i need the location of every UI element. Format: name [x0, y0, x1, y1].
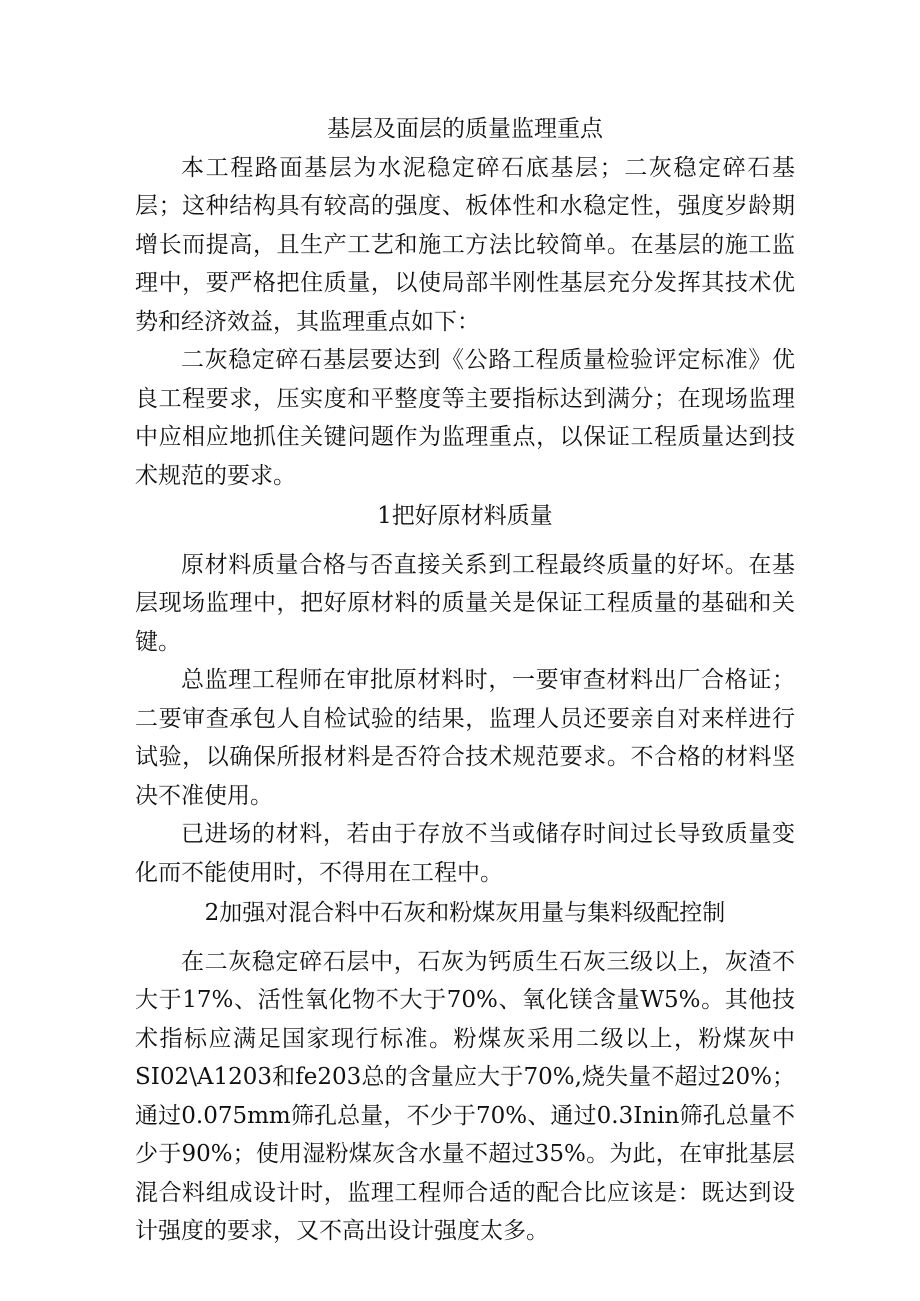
section-1-paragraph-1: 原材料质量合格与否直接关系到工程最终质量的好坏。在基层现场监理中，把好原材料的质量关是保证工程质量的基础和关键。 — [135, 551, 795, 655]
section-1-heading: 1把好原材料质量 — [377, 503, 553, 529]
section-2-paragraph-1: 在二灰稳定碎石层中，石灰为钙质生石灰三级以上，灰渣不大于17%、活性氧化物不大于70%、氧化镁含量W5%。其他技术指标应满足国家现行标准。粉煤灰采用二级以上，粉煤灰中SI02\A1203和fe203总的含量应大于70%,烧失量不超过20%；通过0.075mm筛孔总量，不少于70%、通过0.3Inin筛孔总量不少于90%；使用湿粉煤灰含水量不超过35%。为此，在审批基层混合料组成设计时，监理工程师合适的配合比应该是：既达到设计强度的要求，又不高出设计强度太多。 — [135, 948, 795, 1244]
intro-paragraph-1: 本工程路面基层为水泥稳定碎石底基层；二灰稳定碎石基层；这种结构具有较高的强度、板体性和水稳定性，强度岁龄期增长而提高，且生产工艺和施工方法比较简单。在基层的施工监理中，要严格把住质量，以使局部半刚性基层充分发挥其技术优势和经济效益，其监理重点如下： — [135, 154, 795, 335]
section-2-heading: 2加强对混合料中石灰和粉煤灰用量与集料级配控制 — [204, 900, 726, 926]
document-body — [135, 110, 795, 1251]
intro-paragraph-2: 二灰稳定碎石基层要达到《公路工程质量检验评定标准》优良工程要求，压实度和平整度等主要指标达到满分；在现场监理中应相应地抓住关键问题作为监理重点，以保证工程质量达到技术规范的要求。 — [135, 347, 795, 489]
section-1-paragraph-2: 总监理工程师在审批原材料时，一要审查材料出厂合格证；二要审查承包人自检试验的结果，监理人员还要亲自对来样进行试验，以确保所报材料是否符合技术规范要求。不合格的材料坚决不准使用。 — [135, 667, 795, 809]
section-1-paragraph-3: 已进场的材料，若由于存放不当或储存时间过长导致质量变化而不能使用时，不得用在工程中。 — [135, 821, 795, 886]
page-title: 基层及面层的质量监理重点 — [327, 116, 603, 142]
